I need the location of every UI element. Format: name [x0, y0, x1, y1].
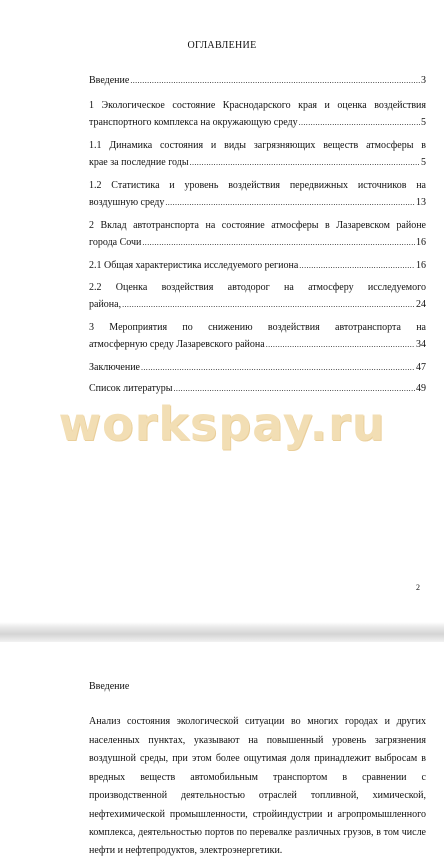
toc-entry-section-3-line-1[interactable]: [89, 322, 426, 334]
section-heading-introduction: Введение: [89, 681, 130, 692]
toc-entry-title: 2 Вклад автотранспорта на состояние атмосферы в Лазаревском районе: [89, 220, 426, 231]
toc-leader-dots: [266, 339, 415, 351]
toc-entry-section-2-1[interactable]: [89, 260, 426, 272]
toc-leader-dots: [122, 299, 415, 311]
paragraph-line: нефти и нефтепродуктов, электроэнергетики.: [89, 845, 283, 856]
toc-leader-dots: [165, 197, 415, 209]
toc-entry-section-1-line-2[interactable]: [89, 117, 426, 129]
toc-entry-section-1-2-line-1[interactable]: [89, 180, 426, 192]
toc-leader-dots: [299, 117, 420, 129]
toc-leader-dots: [130, 75, 420, 87]
toc-entry-conclusion[interactable]: [89, 362, 426, 374]
toc-entry-section-2-line-1[interactable]: [89, 220, 426, 232]
toc-entry-section-2-2-line-1[interactable]: [89, 282, 426, 294]
toc-page-number: 47: [416, 362, 426, 373]
toc-entry-title: воздушную среду: [89, 197, 165, 208]
document-page-2: [0, 642, 444, 857]
toc-entry-section-1-1-line-1[interactable]: [89, 140, 426, 152]
toc-entry-section-1-1-line-2[interactable]: [89, 157, 426, 169]
toc-entry-references[interactable]: [89, 383, 426, 395]
toc-entry-title: 2.1 Общая характеристика исследуемого региона: [89, 260, 299, 271]
paragraph-line: нефтехимической промышленности, стройиндустрии и агропромышленного: [89, 809, 426, 820]
toc-entry-title: города Сочи: [89, 237, 142, 248]
toc-entry-title: 1.2 Статистика и уровень воздействия передвижных источников на: [89, 180, 426, 191]
page-number: 2: [416, 583, 420, 592]
toc-page-number: 34: [416, 339, 426, 350]
toc-entry-title: Список литературы: [89, 383, 173, 394]
toc-page-number: 16: [416, 260, 426, 271]
paragraph-line: Анализ состояния экологической ситуации во многих городах и других: [89, 716, 426, 727]
toc-entry-section-1-2-line-2[interactable]: [89, 197, 426, 209]
toc-entry-title: Введение: [89, 75, 130, 86]
toc-leader-dots: [299, 260, 415, 272]
paragraph-line: вредных веществ автомобильным транспортом в сравнении с: [89, 772, 426, 783]
paragraph-line: комплекса, деятельностью портов по перевалке различных грузов, в том числе: [89, 827, 426, 838]
toc-page-number: 3: [421, 75, 426, 86]
toc-entry-introduction[interactable]: [89, 75, 426, 87]
toc-entry-title: транспортного комплекса на окружающую среду: [89, 117, 298, 128]
watermark: workspay.ru: [58, 397, 386, 451]
toc-entry-section-2-2-line-2[interactable]: [89, 299, 426, 311]
page-separator: [0, 622, 444, 642]
toc-entry-section-1-line-1[interactable]: [89, 100, 426, 112]
paragraph-line: производственной деятельностью отраслей топливной, химической,: [89, 790, 426, 801]
toc-leader-dots: [141, 362, 415, 374]
toc-page-number: 13: [416, 197, 426, 208]
toc-page-number: 49: [416, 383, 426, 394]
toc-entry-title: района,: [89, 299, 122, 310]
toc-leader-dots: [190, 157, 420, 169]
toc-entry-title: крае за последние годы: [89, 157, 189, 168]
toc-heading: ОГЛАВЛЕНИЕ: [187, 40, 257, 51]
toc-entry-title: атмосферную среду Лазаревского района: [89, 339, 265, 350]
toc-entry-title: Заключение: [89, 362, 140, 373]
toc-entry-title: 1 Экологическое состояние Краснодарского края и оценка воздействия: [89, 100, 426, 111]
toc-entry-title: 1.1 Динамика состояния и виды загрязняющих веществ атмосферы в: [89, 140, 426, 151]
toc-page-number: 16: [416, 237, 426, 248]
toc-page-number: 5: [421, 117, 426, 128]
toc-page-number: 24: [416, 299, 426, 310]
paragraph-line: воздушной среды, при этом более ощутимая доля принадлежит выбросам в: [89, 753, 426, 764]
toc-page-number: 5: [421, 157, 426, 168]
toc-entry-title: 3 Мероприятия по снижению воздействия автотранспорта на: [89, 322, 426, 333]
toc-entry-title: 2.2 Оценка воздействия автодорог на атмосферу исследуемого: [89, 282, 426, 293]
toc-leader-dots: [173, 383, 415, 395]
toc-leader-dots: [142, 237, 415, 249]
toc-entry-section-2-line-2[interactable]: [89, 237, 426, 249]
toc-entry-section-3-line-2[interactable]: [89, 339, 426, 351]
paragraph-line: населенных пунктах, указывают на повышенный уровень загрязнения: [89, 735, 426, 746]
